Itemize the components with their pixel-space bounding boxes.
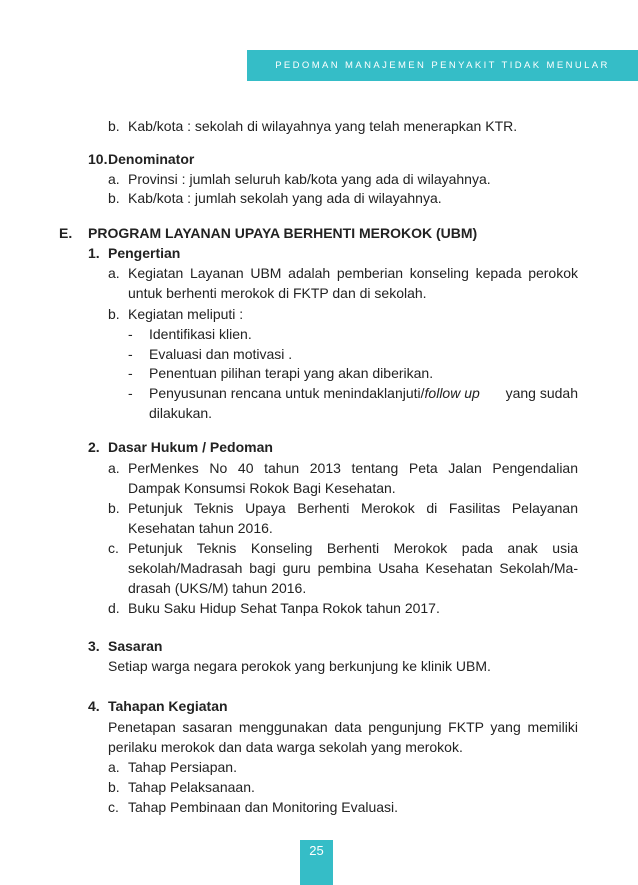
list-marker: b. (108, 779, 120, 795)
section-heading: Tahapan Kegiatan (108, 698, 228, 714)
list-marker: a. (108, 171, 120, 187)
list-marker: 4. (88, 698, 100, 714)
list-item-text: Tahap Persiapan. (128, 759, 237, 775)
list-marker: b. (108, 190, 120, 206)
list-marker: 3. (88, 638, 100, 654)
list-marker: a. (108, 265, 120, 281)
list-marker: 1. (88, 245, 100, 261)
bullet-text: Identifikasi klien. (149, 326, 252, 342)
page-number: 25 (309, 843, 324, 858)
list-marker: b. (108, 500, 120, 516)
section-marker: E. (59, 225, 73, 241)
list-item-text: untuk berhenti merokok di FKTP dan di sekolah. (128, 285, 427, 301)
text-segment: yang sudah (505, 385, 578, 401)
bullet-text (149, 384, 578, 402)
section-title: PROGRAM LAYANAN UPAYA BERHENTI MEROKOK (UBM) (88, 225, 478, 241)
list-marker: d. (108, 600, 120, 616)
list-item-text: Tahap Pembinaan dan Monitoring Evaluasi. (128, 799, 399, 815)
bullet-text-part (149, 384, 480, 402)
paragraph-text: perilaku merokok dan data warga sekolah yang merokok. (108, 739, 463, 755)
paragraph-text: Setiap warga negara perokok yang berkunjung ke klinik UBM. (108, 658, 491, 674)
text-segment: Penyusunan rencana untuk menindaklanjuti/ (149, 385, 425, 401)
list-item-text: Kegiatan Layanan UBM adalah pemberian konseling kepada perokok (128, 265, 578, 281)
list-marker: 10. (88, 151, 108, 167)
list-item-text: drasah (UKS/M) tahun 2016. (128, 580, 307, 596)
list-item-text: Kesehatan tahun 2016. (128, 520, 273, 536)
list-marker: a. (108, 759, 120, 775)
bullet-text: Penentuan pilihan terapi yang akan diberikan. (149, 365, 434, 381)
list-marker: b. (108, 118, 120, 134)
list-marker: c. (108, 799, 119, 815)
paragraph-text: Penetapan sasaran menggunakan data pengunjung FKTP yang memiliki (108, 719, 578, 735)
list-marker: b. (108, 306, 120, 322)
list-item-text: sekolah/Madrasah bagi guru pembina Usaha Kesehatan Sekolah/Ma- (128, 560, 578, 576)
list-item-text: Petunjuk Teknis Konseling Berhenti Merokok pada anak usia (128, 540, 578, 556)
bullet-dash: - (128, 326, 133, 342)
list-item-text: Petunjuk Teknis Upaya Berhenti Merokok di Fasilitas Pelayanan (128, 500, 578, 516)
list-item-text: PerMenkes No 40 tahun 2013 tentang Peta Jalan Pengendalian (128, 460, 578, 476)
list-marker: 2. (88, 439, 100, 455)
bullet-text: dilakukan. (149, 405, 213, 421)
list-item-text: Kab/kota : sekolah di wilayahnya yang telah menerapkan KTR. (128, 118, 518, 134)
list-marker: a. (108, 460, 120, 476)
list-item-text: Buku Saku Hidup Sehat Tanpa Rokok tahun 2017. (128, 600, 440, 616)
page-number-tab (300, 840, 333, 885)
bullet-dash: - (128, 365, 133, 381)
list-item-text: Kegiatan meliputi : (128, 306, 244, 322)
bullet-dash: - (128, 346, 133, 362)
italic-term: follow up (424, 385, 480, 401)
bullet-text: Evaluasi dan motivasi . (149, 346, 293, 362)
section-heading: Sasaran (108, 638, 163, 654)
section-heading: Dasar Hukum / Pedoman (108, 439, 273, 455)
list-item-text: Kab/kota : jumlah sekolah yang ada di wilayahnya. (128, 190, 442, 206)
list-item-text: Dampak Konsumsi Rokok Bagi Kesehatan. (128, 480, 396, 496)
list-item-text: Provinsi : jumlah seluruh kab/kota yang ada di wilayahnya. (128, 171, 491, 187)
running-header-title: PEDOMAN MANAJEMEN PENYAKIT TIDAK MENULAR (275, 60, 610, 71)
section-heading: Pengertian (108, 245, 181, 261)
list-marker: c. (108, 540, 119, 556)
section-heading: Denominator (108, 151, 195, 167)
list-item-text: Tahap Pelaksanaan. (128, 779, 255, 795)
bullet-dash: - (128, 385, 133, 401)
